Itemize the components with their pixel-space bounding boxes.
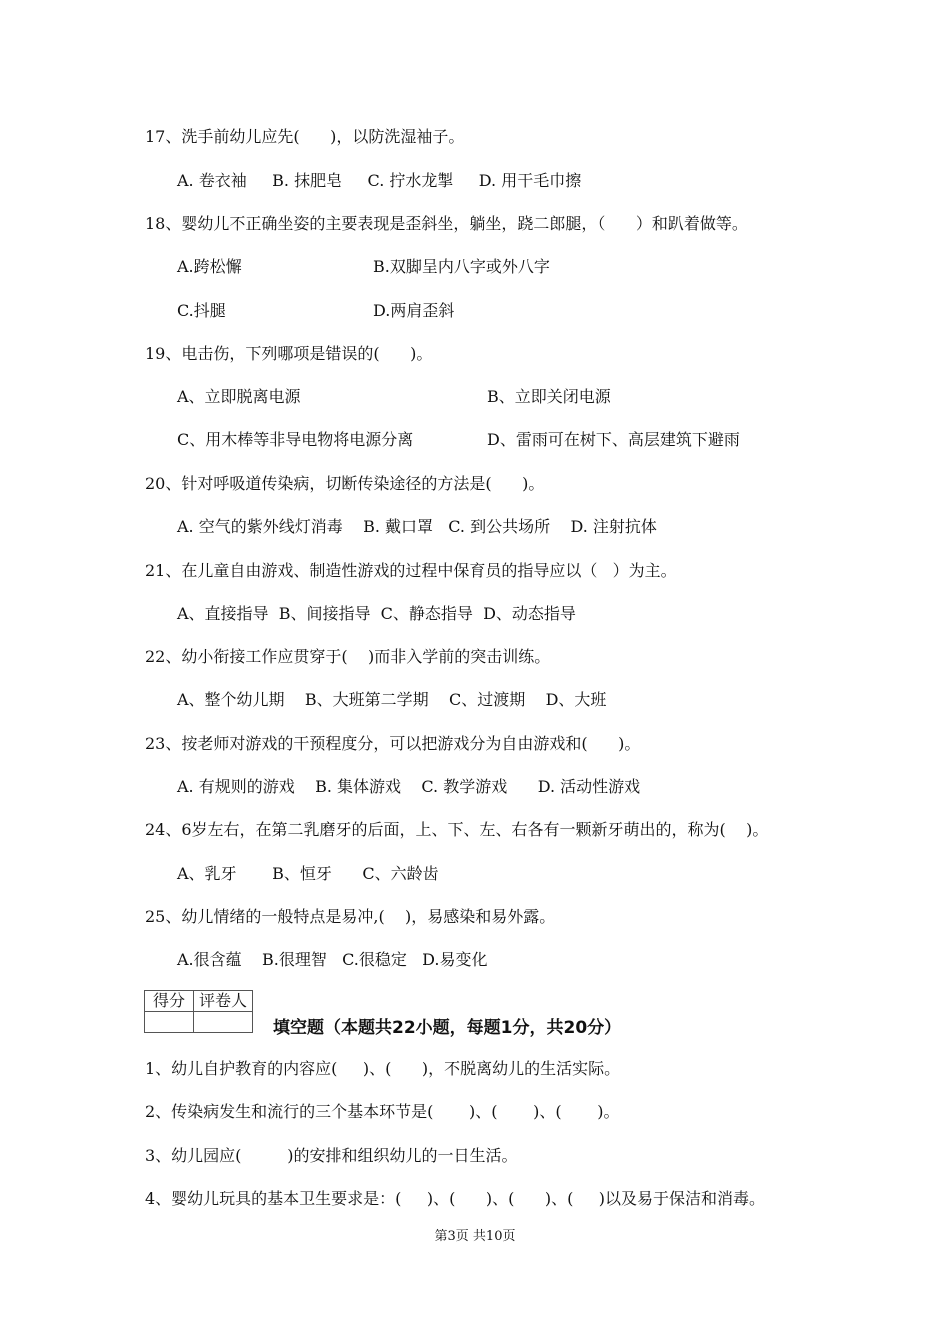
question-24-options: A、乳牙 B、恒牙 C、六龄齿 <box>177 864 439 883</box>
question-23-stem: 23、按老师对游戏的干预程度分，可以把游戏分为自由游戏和( )。 <box>145 734 641 753</box>
question-20-stem: 20、针对呼吸道传染病，切断传染途径的方法是( )。 <box>145 474 545 493</box>
question-18-option-c: C.抖腿 <box>177 301 226 320</box>
question-17-options: A. 卷衣袖 B. 抹肥皂 C. 拧水龙掣 D. 用干毛巾擦 <box>177 171 582 190</box>
question-18-option-a: A.跨松懈 <box>177 257 242 276</box>
fill-blank-3: 3、幼儿园应( )的安排和组织幼儿的一日生活。 <box>145 1146 518 1165</box>
question-18-stem: 18、婴幼儿不正确坐姿的主要表现是歪斜坐，躺坐，跷二郎腿，（ ）和趴着做等。 <box>145 214 748 233</box>
question-22-stem: 22、幼小衔接工作应贯穿于( )而非入学前的突击训练。 <box>145 647 551 666</box>
grader-label: 评卷人 <box>194 991 253 1012</box>
question-19-stem: 19、电击伤，下列哪项是错误的( )。 <box>145 344 433 363</box>
question-25-options: A.很含蕴 B.很理智 C.很稳定 D.易变化 <box>177 950 488 969</box>
fill-blank-1: 1、幼儿自护教育的内容应( )、( )，不脱离幼儿的生活实际。 <box>145 1059 621 1078</box>
question-24-stem: 24、6岁左右，在第二乳磨牙的后面，上、下、左、右各有一颗新牙萌出的，称为( )。 <box>145 820 769 839</box>
question-25-stem: 25、幼儿情绪的一般特点是易冲,( )，易感染和易外露。 <box>145 907 556 926</box>
question-19-option-d: D、雷雨可在树下、高层建筑下避雨 <box>487 430 740 449</box>
question-22-options: A、整个幼儿期 B、大班第二学期 C、过渡期 D、大班 <box>177 690 607 709</box>
question-19-option-a: A、立即脱离电源 <box>177 387 301 406</box>
question-18-option-b: B.双脚呈内八字或外八字 <box>373 257 550 276</box>
question-19-option-c: C、用木棒等非导电物将电源分离 <box>177 430 414 449</box>
page-footer: 第3页 共10页 <box>434 1229 516 1244</box>
question-23-options: A. 有规则的游戏 B. 集体游戏 C. 教学游戏 D. 活动性游戏 <box>177 777 641 796</box>
question-21-options: A、直接指导 B、间接指导 C、静态指导 D、动态指导 <box>177 604 576 623</box>
score-label: 得分 <box>145 991 194 1012</box>
question-18-option-d: D.两肩歪斜 <box>373 301 455 320</box>
score-cell <box>145 1012 194 1033</box>
section-title: 填空题（本题共22小题，每题1分，共20分） <box>273 1018 622 1038</box>
fill-blank-2: 2、传染病发生和流行的三个基本环节是( )、( )、( )。 <box>145 1102 620 1121</box>
question-17-stem: 17、洗手前幼儿应先( )，以防洗湿袖子。 <box>145 127 465 146</box>
score-table <box>144 990 253 1033</box>
grader-cell <box>194 1012 253 1033</box>
question-21-stem: 21、在儿童自由游戏、制造性游戏的过程中保育员的指导应以（ ）为主。 <box>145 561 677 580</box>
fill-blank-4: 4、婴幼儿玩具的基本卫生要求是：( )、( )、( )、( )以及易于保洁和消毒。 <box>145 1189 766 1208</box>
question-19-option-b: B、立即关闭电源 <box>487 387 611 406</box>
question-20-options: A. 空气的紫外线灯消毒 B. 戴口罩 C. 到公共场所 D. 注射抗体 <box>177 517 657 536</box>
